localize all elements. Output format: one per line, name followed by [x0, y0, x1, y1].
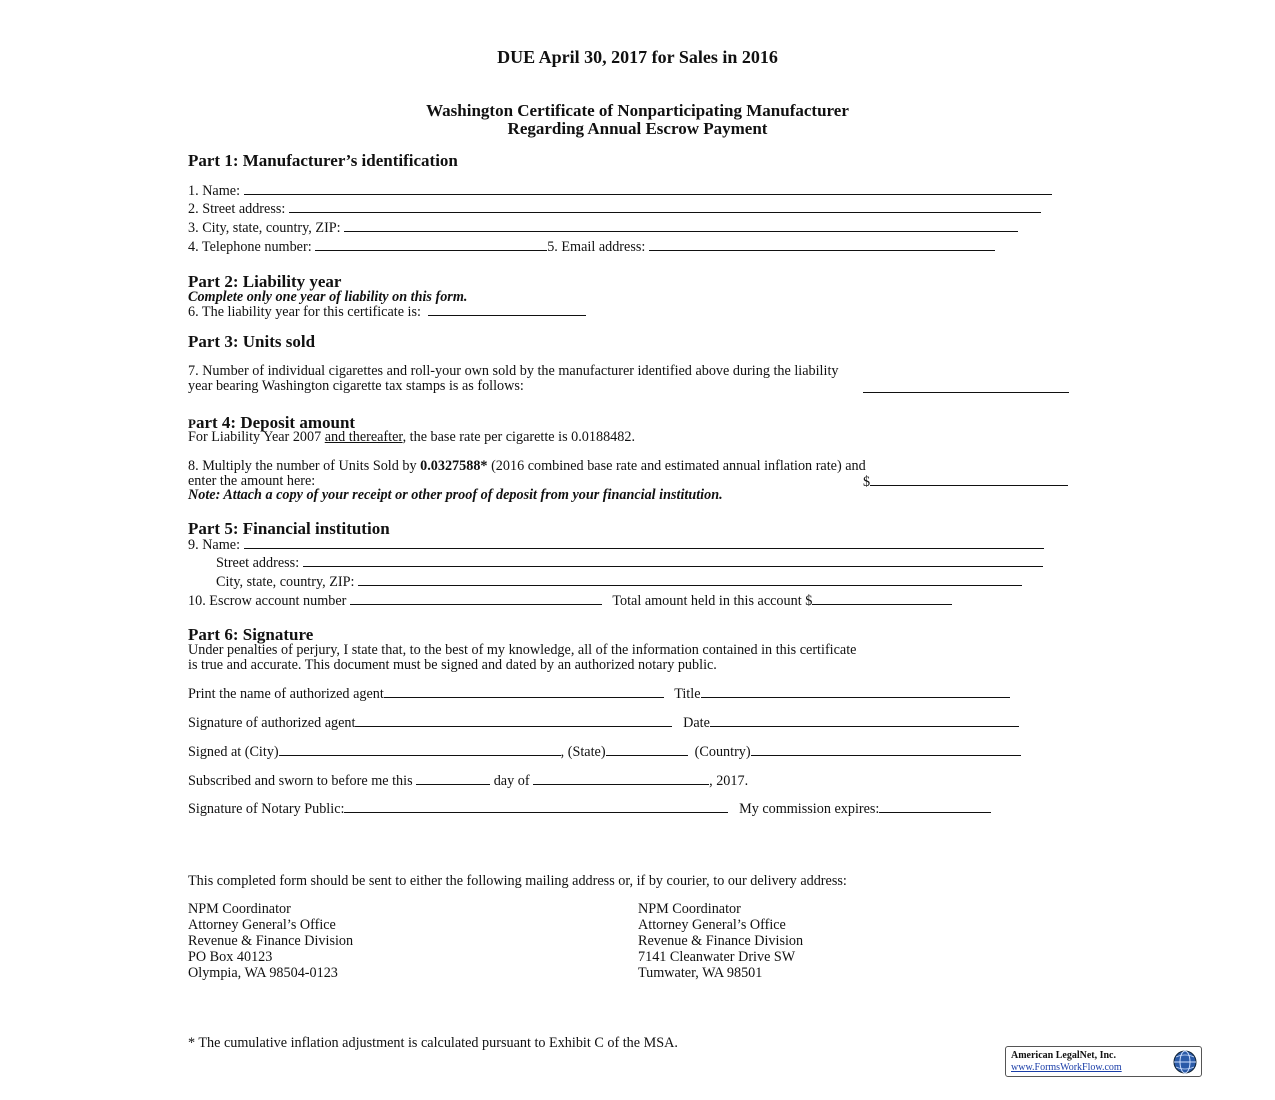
signed-city-field[interactable]: [279, 743, 561, 756]
signed-state-field[interactable]: [606, 743, 688, 756]
mailing-line: Olympia, WA 98504-0123: [188, 965, 338, 981]
form-title-line1: Washington Certificate of Nonparticipating Manufacturer: [426, 101, 849, 120]
sworn-label-b: day of: [493, 773, 530, 789]
signed-city-label: Signed at (City): [188, 744, 279, 760]
units-sold-field[interactable]: [863, 380, 1069, 393]
sworn-month-field[interactable]: [533, 772, 709, 785]
date-field[interactable]: [710, 714, 1019, 727]
field-phone-label: 4. Telephone number:: [188, 239, 312, 255]
institution-city-row: [216, 573, 1022, 590]
field-city-label: 3. City, state, country, ZIP:: [188, 220, 341, 236]
part6-heading: Part 6: Signature: [188, 625, 314, 644]
agent-name-row: [188, 685, 1010, 702]
field-street-label: 2. Street address:: [188, 201, 286, 217]
logo-url-link[interactable]: www.FormsWorkFlow.com: [1011, 1062, 1122, 1073]
mailing-intro: This completed form should be sent to either the following mailing address or, if by courier, to our delivery address:: [188, 873, 847, 889]
signed-country-field[interactable]: [751, 743, 1021, 756]
institution-name-row: [188, 536, 1044, 553]
institution-street-row: [216, 554, 1043, 571]
agent-title-label: Title: [674, 686, 701, 702]
delivery-address: [638, 901, 803, 981]
field-phone-row: [188, 238, 995, 255]
units-sold-text1: 7. Number of individual cigarettes and roll-your own sold by the manufacturer identified above during the liability: [188, 363, 839, 379]
part4-heading-initial: P: [188, 416, 196, 431]
deposit-amount-label: enter the amount here:: [188, 473, 316, 489]
deposit-instruction: [188, 458, 866, 474]
telephone-field[interactable]: [315, 238, 547, 251]
sworn-label-a: Subscribed and sworn to before me this: [188, 773, 413, 789]
part2-heading: Part 2: Liability year: [188, 272, 342, 291]
deposit-rate: 0.0327588*: [420, 458, 488, 474]
agent-name-label: Print the name of authorized agent: [188, 686, 384, 702]
commission-expires-field[interactable]: [879, 800, 991, 813]
escrow-row: [188, 592, 952, 609]
deposit-instruction-b: (2016 combined base rate and estimated annual inflation rate) and: [487, 458, 866, 474]
part1-heading: Part 1: Manufacturer’s identification: [188, 151, 458, 170]
globe-icon: [1172, 1049, 1198, 1075]
sworn-label-c: , 2017.: [709, 773, 749, 789]
part2-note: Complete only one year of liability on this form.: [188, 289, 468, 305]
form-title-line2: Regarding Annual Escrow Payment: [507, 119, 768, 138]
deposit-amount-field[interactable]: [870, 473, 1068, 486]
legalnet-logo: [1005, 1046, 1202, 1077]
base-rate-underlined: and thereafter: [324, 429, 403, 445]
institution-city-label: City, state, country, ZIP:: [216, 574, 355, 590]
institution-name-label: 9. Name:: [188, 537, 241, 553]
agent-signature-row: [188, 714, 1019, 731]
delivery-line: NPM Coordinator: [638, 901, 741, 917]
dollar-sign: $: [863, 474, 871, 490]
total-held-label: Total amount held in this account $: [612, 593, 813, 609]
commission-label: My commission expires:: [739, 801, 880, 817]
signed-country-label: (Country): [694, 744, 751, 760]
perjury-text2: is true and accurate. This document must be signed and dated by an authorized notary public.: [188, 657, 717, 673]
institution-name-field[interactable]: [244, 536, 1044, 549]
signed-at-row: [188, 743, 1021, 760]
mailing-line: PO Box 40123: [188, 949, 273, 965]
escrow-account-field[interactable]: [350, 592, 602, 605]
liability-year-row: [188, 303, 586, 320]
mailing-line: Attorney General’s Office: [188, 917, 336, 933]
sworn-day-field[interactable]: [416, 772, 490, 785]
deposit-amount-row: [863, 473, 1068, 490]
agent-signature-label: Signature of authorized agent: [188, 715, 356, 731]
footnote: * The cumulative inflation adjustment is calculated pursuant to Exhibit C of the MSA.: [188, 1035, 678, 1051]
delivery-line: Attorney General’s Office: [638, 917, 786, 933]
base-rate-a: For Liability Year 2007: [188, 429, 325, 445]
institution-street-label: Street address:: [216, 555, 300, 571]
deposit-note: Note: Attach a copy of your receipt or other proof of deposit from your financial institution.: [188, 487, 723, 503]
field-street-row: [188, 200, 1041, 217]
notary-row: [188, 800, 991, 817]
notary-label: Signature of Notary Public:: [188, 801, 345, 817]
perjury-text1: Under penalties of perjury, I state that, to the best of my knowledge, all of the information contained in this certificate: [188, 642, 857, 658]
base-rate-b: , the base rate per cigarette is 0.0188482.: [402, 429, 635, 445]
sworn-row: [188, 772, 748, 789]
institution-street-field[interactable]: [303, 554, 1043, 567]
delivery-line: 7141 Cleanwater Drive SW: [638, 949, 796, 965]
units-sold-text2: year bearing Washington cigarette tax stamps is as follows:: [188, 378, 524, 394]
total-held-field[interactable]: [812, 592, 952, 605]
manufacturer-city-field[interactable]: [344, 219, 1018, 232]
base-rate-text: [188, 429, 635, 445]
part4-heading-rest: art 4: Deposit amount: [195, 413, 356, 432]
mailing-address: [188, 901, 353, 981]
logo-company-name: American LegalNet, Inc.: [1011, 1050, 1116, 1061]
liability-year-field[interactable]: [428, 303, 586, 316]
delivery-line: Tumwater, WA 98501: [638, 965, 763, 981]
agent-name-field[interactable]: [384, 685, 664, 698]
deposit-instruction-a: 8. Multiply the number of Units Sold by: [188, 458, 421, 474]
signed-state-label: , (State): [560, 744, 606, 760]
manufacturer-name-field[interactable]: [244, 182, 1052, 195]
agent-title-field[interactable]: [701, 685, 1010, 698]
escrow-account-label: 10. Escrow account number: [188, 593, 347, 609]
email-field[interactable]: [649, 238, 995, 251]
part5-heading: Part 5: Financial institution: [188, 519, 390, 538]
field-name-row: [188, 182, 1052, 199]
date-label: Date: [683, 715, 710, 731]
mailing-line: Revenue & Finance Division: [188, 933, 354, 949]
part3-heading: Part 3: Units sold: [188, 332, 316, 351]
due-date-heading: DUE April 30, 2017 for Sales in 2016: [497, 47, 778, 67]
notary-signature-field[interactable]: [344, 800, 728, 813]
delivery-line: Revenue & Finance Division: [638, 933, 804, 949]
institution-city-field[interactable]: [358, 573, 1022, 586]
field-email-label: 5. Email address:: [547, 239, 646, 255]
liability-year-label: 6. The liability year for this certificate is:: [188, 304, 421, 320]
field-name-label: 1. Name:: [188, 183, 241, 199]
manufacturer-street-field[interactable]: [289, 200, 1041, 213]
mailing-line: NPM Coordinator: [188, 901, 291, 917]
agent-signature-field[interactable]: [355, 714, 672, 727]
field-city-row: [188, 219, 1018, 236]
